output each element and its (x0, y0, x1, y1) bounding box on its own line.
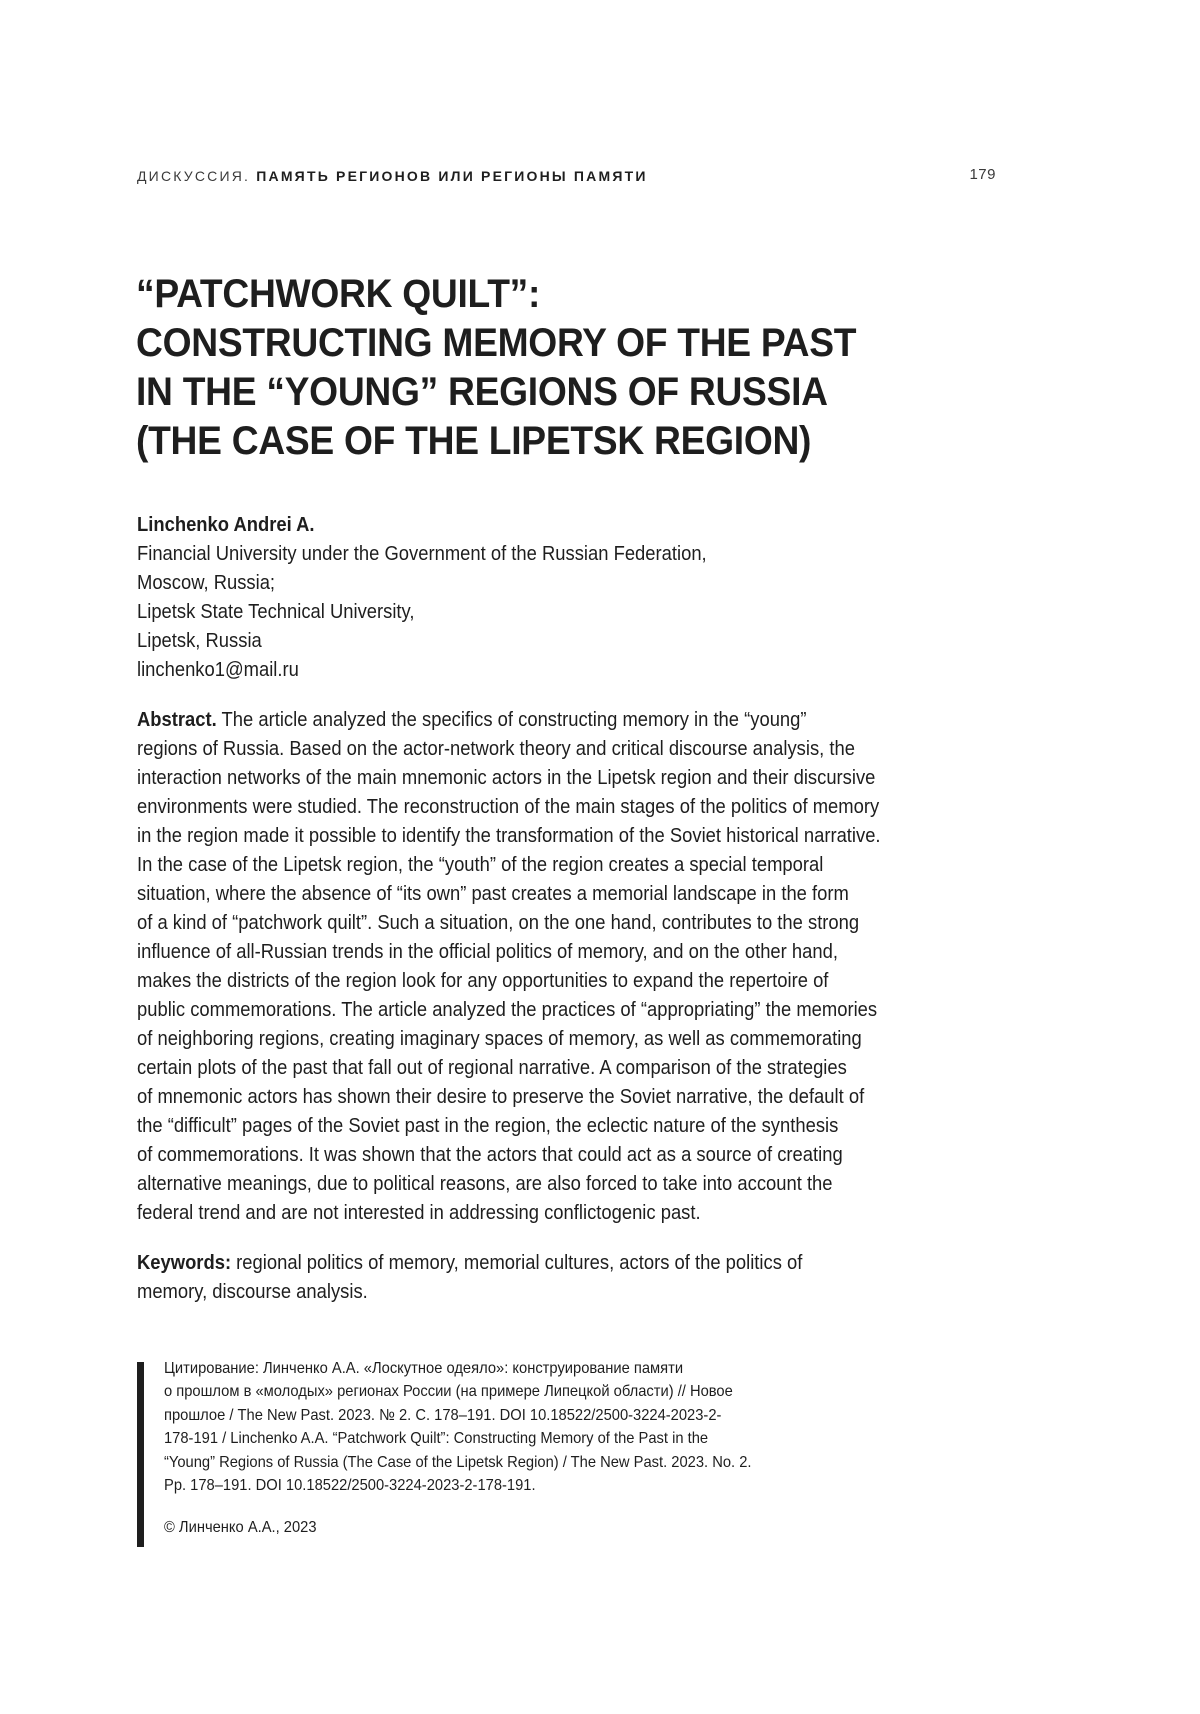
title-line: (THE CASE OF THE LIPETSK REGION) (136, 419, 812, 463)
citation-line: о прошлом в «молодых» регионах России (на примере Липецкой области) // Новое (164, 1383, 733, 1401)
keywords-label: Keywords: (137, 1252, 232, 1274)
citation-line: Pp. 178–191. DOI 10.18522/2500-3224-2023-2-178-191. (164, 1477, 536, 1495)
author-affiliation-line: Lipetsk, Russia (137, 630, 262, 652)
author-name: Linchenko Andrei A. (137, 514, 315, 536)
abstract-first-line-text: The article analyzed the specifics of constructing memory in the “young” (216, 709, 807, 731)
abstract-line: of mnemonic actors has shown their desire to preserve the Soviet narrative, the default of (137, 1086, 865, 1108)
citation-line: 178-191 / Linchenko A.A. “Patchwork Quilt”: Constructing Memory of the Past in the (164, 1430, 709, 1448)
author-block (137, 511, 1017, 685)
keywords (137, 1249, 999, 1307)
abstract-line: makes the districts of the region look for any opportunities to expand the repertoire of (137, 970, 829, 992)
abstract (137, 706, 999, 1228)
abstract-line: of commemorations. It was shown that the actors that could act as a source of creating (137, 1144, 843, 1166)
author-affiliation-line: Financial University under the Government of the Russian Federation, (137, 543, 707, 565)
title-line: “PATCHWORK QUILT”: (136, 272, 541, 316)
abstract-line: federal trend and are not interested in addressing conflictogenic past. (137, 1202, 701, 1224)
abstract-line: the “difficult” pages of the Soviet past in the region, the eclectic nature of the synthesis (137, 1115, 839, 1137)
abstract-line: in the region made it possible to identify the transformation of the Soviet historical narrative. (137, 825, 881, 847)
abstract-line: public commemorations. The article analyzed the practices of “appropriating” the memories (137, 999, 878, 1021)
running-head-theme: ПАМЯТЬ РЕГИОНОВ ИЛИ РЕГИОНЫ ПАМЯТИ (256, 168, 648, 184)
abstract-line: regions of Russia. Based on the actor-network theory and critical discourse analysis, the (137, 738, 855, 760)
keywords-line: memory, discourse analysis. (137, 1281, 368, 1303)
copyright: © Линченко А.А., 2023 (164, 1519, 317, 1536)
abstract-line: In the case of the Lipetsk region, the “youth” of the region creates a special temporal (137, 854, 824, 876)
keywords-first-line-text: regional politics of memory, memorial cultures, actors of the politics of (231, 1252, 803, 1274)
running-head-section: ДИСКУССИЯ. (137, 168, 251, 184)
running-head (137, 168, 997, 184)
citation-side-bar (137, 1362, 144, 1547)
abstract-label: Abstract. (137, 709, 217, 731)
citation-line: прошлое / The New Past. 2023. № 2. С. 178–191. DOI 10.18522/2500-3224-2023-2- (164, 1406, 722, 1424)
author-affiliation-line: Moscow, Russia; (137, 572, 276, 594)
abstract-line: of a kind of “patchwork quilt”. Such a situation, on the one hand, contributes to the strong (137, 912, 860, 934)
abstract-line: situation, where the absence of “its own” past creates a memorial landscape in the form (137, 883, 849, 905)
citation-block (164, 1357, 994, 1497)
author-affiliation-line: Lipetsk State Technical University, (137, 601, 415, 623)
citation-line: Цитирование: Линченко А.А. «Лоскутное одеяло»: конструирование памяти (164, 1360, 684, 1377)
author-email: linchenko1@mail.ru (137, 659, 299, 681)
citation-line: “Young” Regions of Russia (The Case of the Lipetsk Region) / The New Past. 2023. No. 2. (164, 1453, 752, 1471)
abstract-line: interaction networks of the main mnemonic actors in the Lipetsk region and their discursive (137, 767, 876, 789)
abstract-line: of neighboring regions, creating imaginary spaces of memory, as well as commemorating (137, 1028, 862, 1050)
page-number: 179 (969, 166, 996, 183)
abstract-line: environments were studied. The reconstruction of the main stages of the politics of memory (137, 796, 880, 818)
abstract-first-line (137, 706, 930, 735)
article-title (136, 270, 973, 466)
title-line: CONSTRUCTING MEMORY OF THE PAST (136, 321, 857, 365)
abstract-line: influence of all-Russian trends in the official politics of memory, and on the other hand, (137, 941, 838, 963)
title-line: IN THE “YOUNG” REGIONS OF RUSSIA (136, 370, 828, 414)
abstract-line: certain plots of the past that fall out of regional narrative. A comparison of the strategies (137, 1057, 847, 1079)
abstract-line: alternative meanings, due to political reasons, are also forced to take into account the (137, 1173, 833, 1195)
keywords-first-line (137, 1249, 930, 1278)
